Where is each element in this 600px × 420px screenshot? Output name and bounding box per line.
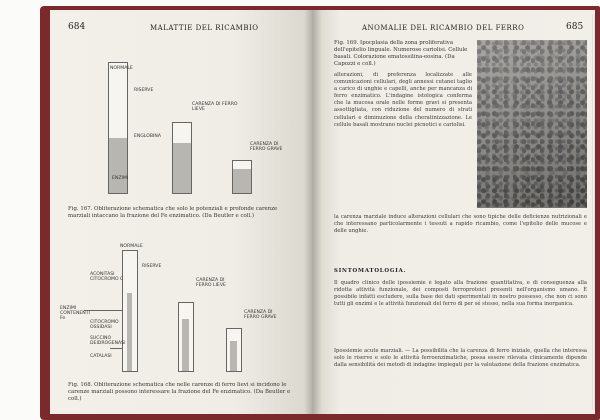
bar-fill	[233, 169, 251, 193]
bar-severe-2	[226, 328, 242, 372]
fig2-label-succino: SUCCINO DEIDROGENASI	[90, 336, 126, 346]
bar-mild	[172, 122, 192, 194]
fig1-label-normale: NORMALE	[110, 66, 133, 71]
bar-normal-2	[122, 250, 138, 372]
body-text-2	[334, 280, 587, 346]
open-book	[50, 10, 595, 414]
leader-line	[84, 310, 122, 311]
fig2-label-riserve: RISERVE	[142, 264, 162, 269]
fig1-label-carenza-grave: CARENZA DI FERRO GRAVE	[250, 142, 283, 152]
body-paragraph-2: Il quadro clinico delle ipossiemie è legato alla frazione quantitativa, e di conseguenza alla ridotta attività funzionale, dei composti ferroproteici presenti nell'organismo umano. È possibile infatti escludere, sulla base dei dati sperimentali in nostro possesso, che non ci sono tutti gli enzimi e le attività funzionali del ferro di per sé stesso, nella sua forma inorganica.	[334, 280, 587, 308]
section-title: SINTOMATOLOGIA.	[334, 268, 407, 274]
column-paragraph: alterazioni, di preferenza localizzate alle comunicazioni cellulari, degli annessi cutanei taglio a carico di unghie e capelli, anche per mancanza di ferro enzimatico. L'indagine istologica conferma che la mucosa orale nelle forme gravi si presenta assottigliata, con riduzione del numero di strati cellulari e diminuzione della cheratinizzazione. Le cellule basali mostrano nuclei picnotici e cariolisi.	[334, 72, 472, 128]
running-header-left: MALATTIE DEL RICAMBIO	[150, 24, 259, 32]
body-text-3	[334, 348, 587, 406]
figure-168-caption: Fig. 168. Obliterazione schematica che nelle carenze di ferro lievi si incidono le carenze marziali possono interessare la frazione del Fe enzimatico. (Da Beutler e coll.)	[68, 382, 291, 402]
body-text-1	[334, 214, 587, 264]
fig1-label-riserve: RISERVE	[134, 88, 154, 93]
column-text	[334, 72, 472, 210]
fig2-label-aconitasi: ACONITASI CITOCROMO C	[90, 272, 124, 282]
fig2-label-catalasi: CATALASI	[90, 354, 112, 359]
fig2-label-normale: NORMALE	[120, 244, 143, 249]
fig2-label-enzimi-fe: ENZIMI CONTENENTI Fe	[60, 306, 90, 321]
bar-fill	[109, 138, 127, 193]
fig2-label-citocromo-ossidasi: CITOCROMO OSSIDASI	[90, 320, 119, 330]
fig2-label-carenza-grave: CARENZA DI FERRO GRAVE	[244, 310, 277, 320]
body-paragraph-1: la carenza marziale induce alterazioni cellulari che sono tipiche delle deficienze nutrizionali e che interessano particolarmente i tessuti a rapido ricambio, come l'epitelio delle mucose e delle unghie.	[334, 214, 587, 235]
fig1-label-englobina: ENGLOBINA	[134, 134, 161, 139]
left-page	[50, 10, 312, 414]
book-gutter	[304, 10, 322, 414]
figure-169-caption: Fig. 169. Ipocplasia della zona proliferativa dell'epitelio linguale. Numerose cariolisi. Cellule basali. Colorazione ematossilina-eosina. (Da Capozzi e coll.)	[334, 40, 468, 67]
fig2-label-carenza-lieve: CARENZA DI FERRO LIEVE	[196, 278, 226, 288]
page-edges	[592, 14, 595, 410]
page-number-right: 685	[566, 22, 584, 32]
bar-fill	[173, 143, 191, 193]
bar-normal	[108, 62, 128, 194]
body-paragraph-3: Ipossiemie acute marziali. — La possibilità che la carenza di ferro iniziale, quella che interessa solo le riserve e solo le attività ferroenzimatiche, possa essere rilevata clinicamente dipende dalla sensibilità dei metodi di indagine impiegati per la valutazione della frazione enzimatica.	[334, 348, 587, 369]
bar-severe	[232, 160, 252, 194]
running-header-right: ANOMALIE DEL RICAMBIO DEL FERRO	[362, 24, 525, 32]
figure-167-caption: Fig. 167. Obliterazione schematica che solo le potenziali e profonde carenze marziali intaccano la frazione del Fe enzimatico. (Da Beutler e coll.)	[68, 206, 278, 219]
right-page	[312, 10, 595, 414]
fig1-label-carenza-lieve: CARENZA DI FERRO LIEVE	[192, 102, 238, 112]
leader-line	[110, 348, 122, 349]
bar-fill	[230, 341, 237, 371]
histology-photo	[477, 40, 587, 208]
fig1-label-enzimi: ENZIMI	[112, 176, 129, 181]
bar-fill	[182, 319, 189, 371]
page-number-left: 684	[68, 22, 86, 32]
bar-fill	[127, 293, 132, 371]
bar-mild-2	[178, 302, 194, 372]
